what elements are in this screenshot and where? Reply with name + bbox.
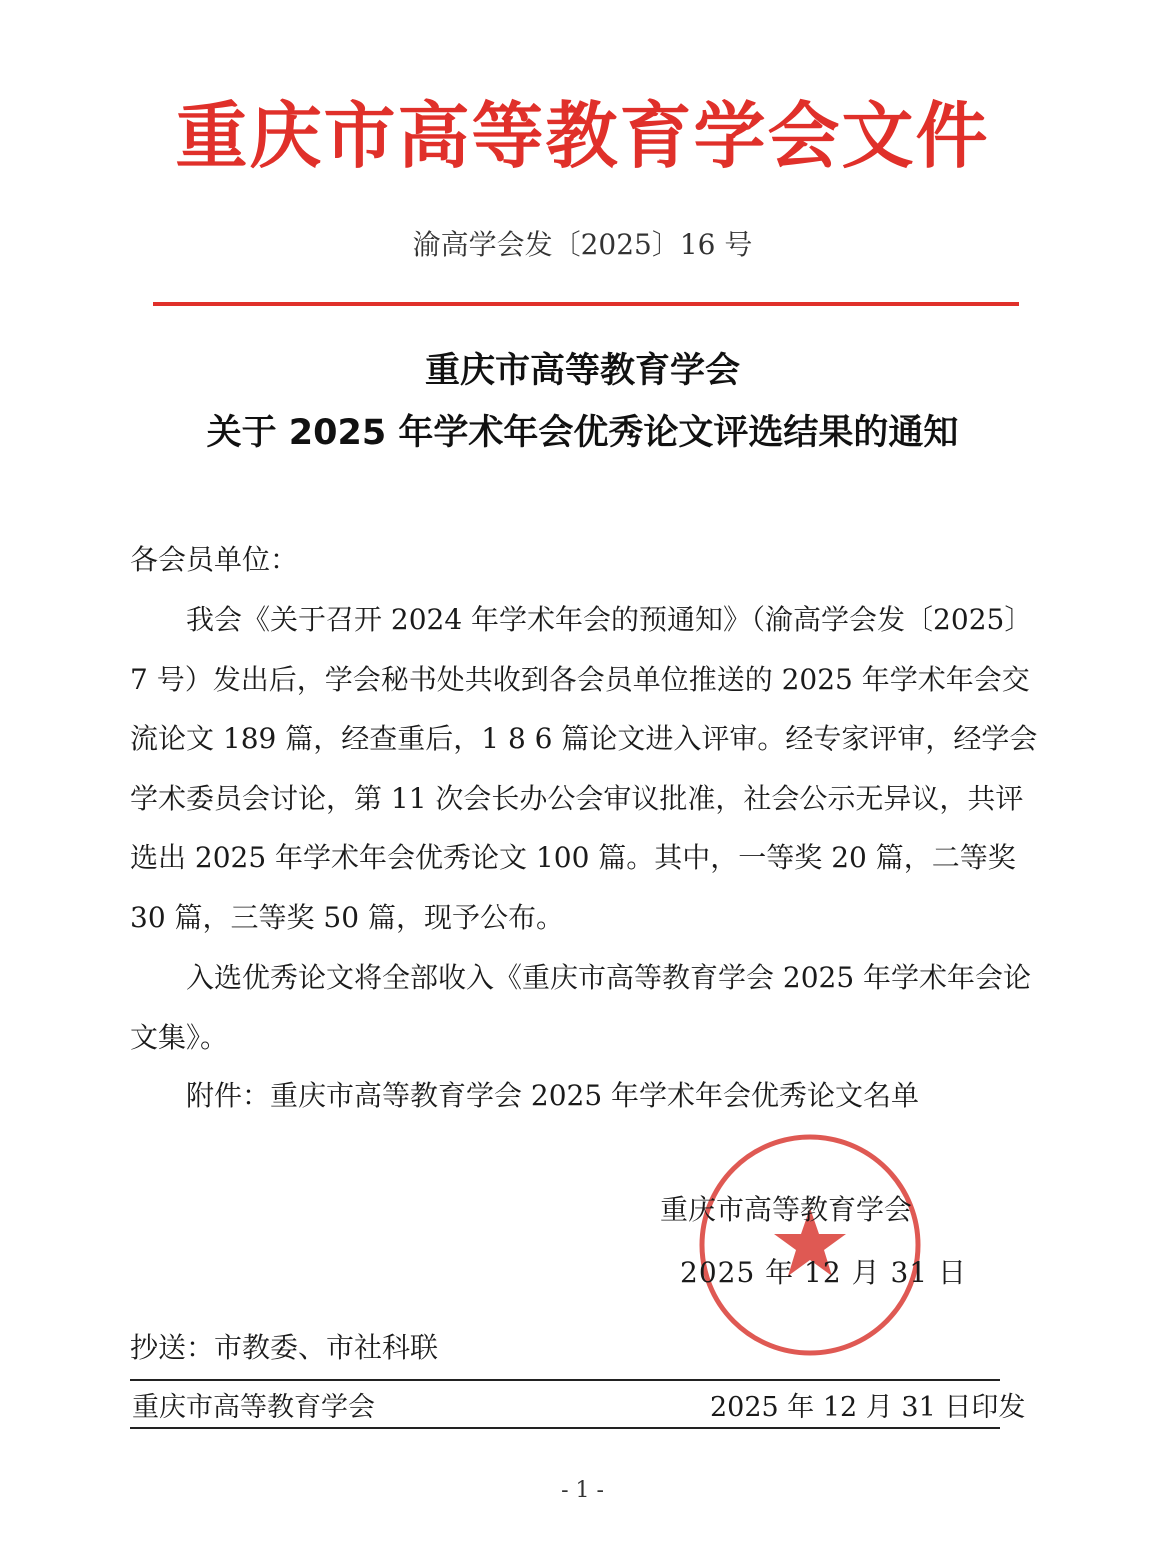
body-paragraph-2: 入选优秀论文将全部收入《重庆市高等教育学会 2025 年学术年会论文集》。 <box>130 961 1032 1054</box>
cc-line: 抄送：市教委、市社科联 <box>130 1331 439 1364</box>
signature-issuer: 重庆市高等教育学会 <box>660 1193 913 1226</box>
document-number: 渝高学会发〔2025〕16 号 <box>412 228 753 261</box>
notice-title-line2: 关于 2025 年学术年会优秀论文评选结果的通知 <box>206 413 959 453</box>
salutation: 各会员单位： <box>130 543 299 576</box>
official-seal <box>695 1130 925 1360</box>
attachment-line: 附件：重庆市高等教育学会 2025 年学术年会优秀论文名单 <box>186 1079 920 1112</box>
footer-issue-date: 2025 年 12 月 31 日印发 <box>710 1392 1026 1423</box>
footer-rule-top <box>130 1379 1000 1381</box>
footer-rule-bottom <box>130 1427 1000 1429</box>
notice-title-line1: 重庆市高等教育学会 <box>424 351 740 391</box>
signature-date: 2025 年 12 月 31 日 <box>680 1256 968 1289</box>
footer-issuer: 重庆市高等教育学会 <box>132 1392 375 1423</box>
body-paragraph-1: 我会《关于召开 2024 年学术年会的预通知》（渝高学会发〔2025〕7 号）发出后，学会秘书处共收到各会员单位推送的 2025 年学术年会交流论文 189 篇，经查重后，1 8 6 篇论文进入评审。经专家评审，经学会学术委员会讨论，第 11 次会长办公会审议批准，社会公示无异议，共评选出 2025 年学术年会优秀论文 100 篇。其中，一等奖 20 篇，二等奖 30 篇，三等奖 50 篇，现予公布。 <box>130 603 1038 934</box>
page-number: - 1 - <box>561 1478 604 1503</box>
masthead-title: 重庆市高等教育学会文件 <box>175 94 990 178</box>
red-divider <box>153 302 1019 306</box>
